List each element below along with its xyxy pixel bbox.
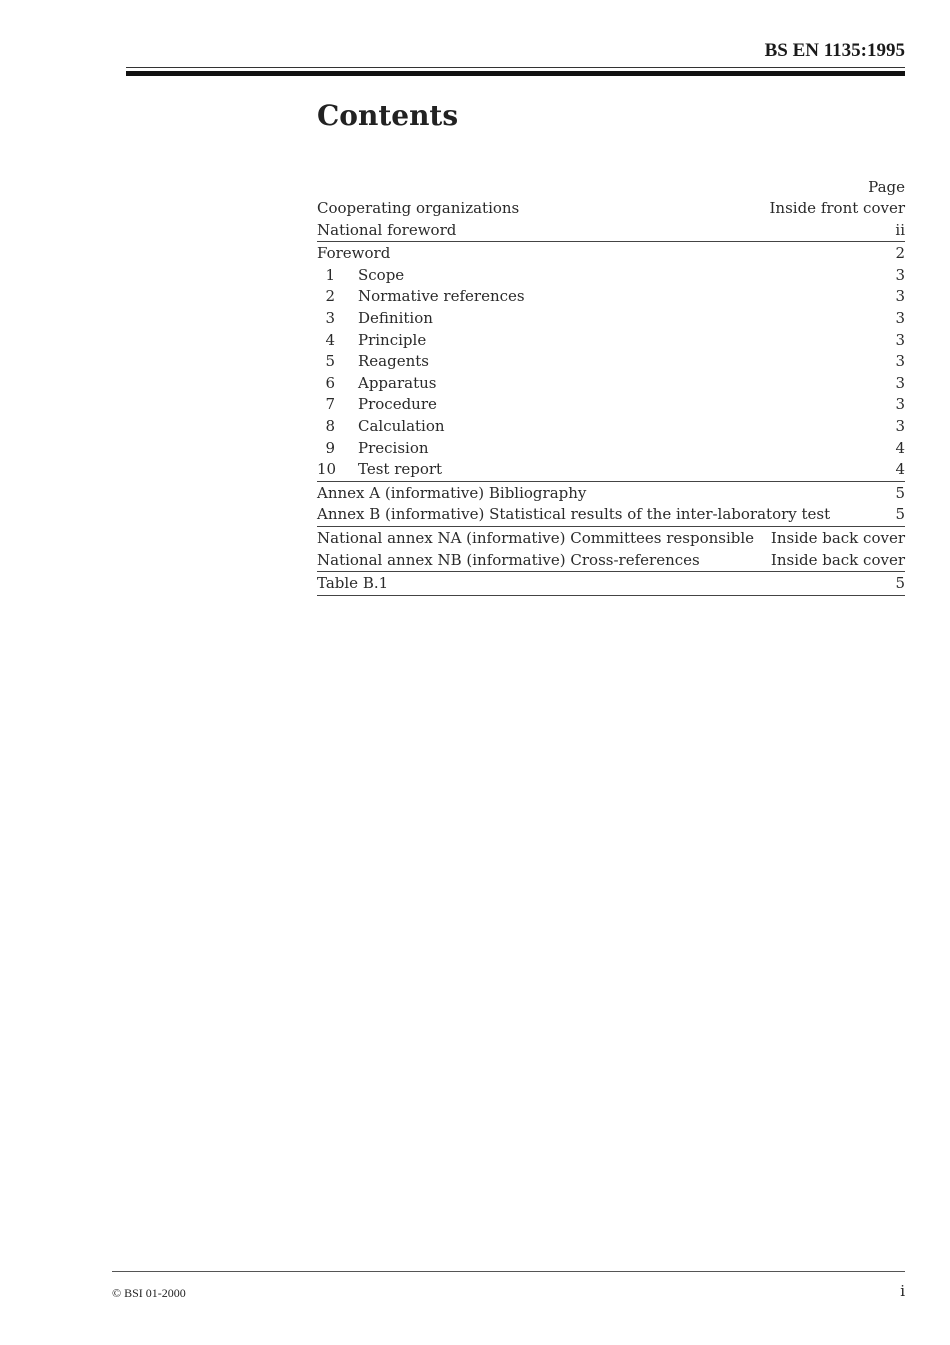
page-title: Contents xyxy=(317,99,459,132)
toc-entry-label: Normative references xyxy=(358,287,525,306)
toc-entry[interactable] xyxy=(317,416,905,438)
toc-entry[interactable] xyxy=(317,308,905,330)
toc-entry-number: 3 xyxy=(325,308,335,327)
toc-entry-label: Test report xyxy=(358,460,443,479)
toc-entry-number: 2 xyxy=(325,287,335,306)
toc-entry-page: Inside back cover xyxy=(770,550,905,569)
toc-entry[interactable] xyxy=(317,220,905,243)
footer-rule xyxy=(112,1271,905,1272)
toc-entry-label: Procedure xyxy=(358,395,437,414)
toc-entry-page: 3 xyxy=(895,265,905,284)
footer-page-number: i xyxy=(900,1282,905,1300)
toc-entry-page: Inside front cover xyxy=(769,199,905,217)
toc-entry[interactable] xyxy=(317,265,905,287)
toc-entry-number: 5 xyxy=(325,352,335,371)
toc-entry-page: 4 xyxy=(895,460,905,479)
toc-entry[interactable] xyxy=(317,459,905,482)
toc-entry[interactable] xyxy=(317,550,905,573)
toc-entry-label: Foreword xyxy=(317,244,391,263)
toc-entry-number: 10 xyxy=(317,460,337,479)
toc-entry-page: 5 xyxy=(895,505,905,524)
toc-entry-page: 3 xyxy=(895,330,905,349)
toc-entry[interactable] xyxy=(317,573,905,596)
table-of-contents xyxy=(317,176,905,596)
toc-entry[interactable] xyxy=(317,286,905,308)
toc-entry-number: 1 xyxy=(325,265,335,284)
toc-entry-page: 3 xyxy=(895,395,905,414)
toc-entry-number: 7 xyxy=(325,395,335,414)
toc-entry[interactable] xyxy=(317,483,905,505)
toc-entry-page: 2 xyxy=(895,244,905,263)
toc-entry-page: 3 xyxy=(895,416,905,435)
toc-entry[interactable] xyxy=(317,504,905,527)
toc-entry-label: Cooperating organizations xyxy=(317,199,520,217)
toc-entry-label: Scope xyxy=(358,265,405,284)
toc-entry-number: 6 xyxy=(325,373,335,392)
toc-entry-label: Calculation xyxy=(358,416,445,435)
toc-entry-page: 5 xyxy=(895,483,905,502)
toc-entry[interactable] xyxy=(317,351,905,373)
header-thin-rule xyxy=(126,67,905,68)
toc-entry-page: 3 xyxy=(895,308,905,327)
toc-entry-page: ii xyxy=(895,220,905,239)
toc-entry[interactable] xyxy=(317,438,905,460)
toc-entry-number: 8 xyxy=(325,416,335,435)
footer-copyright: © BSI 01-2000 xyxy=(112,1286,186,1300)
toc-entry-label: Annex A (informative) Bibliography xyxy=(317,483,587,502)
toc-entry-page: 3 xyxy=(895,287,905,306)
toc-entry-label: Principle xyxy=(358,330,427,349)
toc-entry-number: 9 xyxy=(325,438,335,457)
header-thick-rule xyxy=(126,71,905,76)
toc-entry-label: National annex NB (informative) Cross-references xyxy=(317,550,700,569)
toc-entry-page: 3 xyxy=(895,352,905,371)
toc-entry-label: National annex NA (informative) Committees responsible xyxy=(317,528,755,547)
toc-entry-label: Annex B (informative) Statistical results of the inter-laboratory test xyxy=(317,505,831,524)
toc-entry[interactable] xyxy=(317,528,905,550)
toc-entry-page: 5 xyxy=(895,574,905,593)
toc-entry-label: National foreword xyxy=(317,220,457,239)
toc-entry[interactable] xyxy=(317,373,905,395)
toc-entry-page: 4 xyxy=(895,438,905,457)
toc-entry-label: Apparatus xyxy=(358,373,437,392)
toc-entry-label: Reagents xyxy=(358,352,429,371)
toc-entry[interactable] xyxy=(317,243,905,265)
toc-entry-page: Inside back cover xyxy=(770,528,905,547)
toc-entry-label: Definition xyxy=(358,308,433,327)
toc-entry-label: Precision xyxy=(358,438,429,457)
toc-entry-page: 3 xyxy=(895,373,905,392)
document-code: BS EN 1135:1995 xyxy=(764,40,905,61)
toc-page-column-heading: Page xyxy=(868,178,905,196)
toc-entry-number: 4 xyxy=(325,330,335,349)
toc-entry-label: Table B.1 xyxy=(317,574,389,593)
toc-entry[interactable] xyxy=(317,394,905,416)
toc-entry[interactable] xyxy=(317,198,905,220)
toc-entry[interactable] xyxy=(317,330,905,352)
